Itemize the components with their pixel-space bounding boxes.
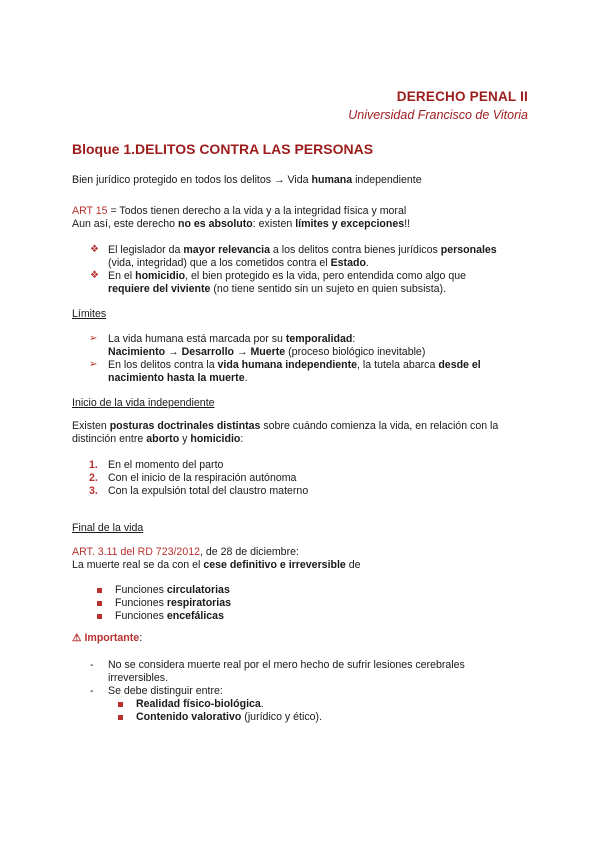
limites-item-2-line-2: [108, 372, 248, 385]
square-bullet-icon: [97, 614, 102, 619]
l1-a: La vida humana está marcada por su: [108, 333, 286, 345]
square-bullet-icon: [118, 715, 123, 720]
importante-item-2: Se debe distinguir entre:: [108, 685, 223, 697]
d2-a: En el: [108, 270, 136, 282]
i-p1b: posturas doctrinales distintas: [109, 420, 261, 432]
inicio-item: Con el inicio de la respiración autónoma: [108, 472, 297, 484]
s2-c: (jurídico y ético).: [241, 711, 323, 723]
list-number: 2.: [89, 472, 98, 484]
warning-icon: ⚠: [72, 632, 82, 644]
d1-b: mayor relevancia: [183, 244, 270, 256]
inicio-paragraph: [72, 420, 498, 433]
inicio-paragraph-2: [72, 433, 243, 446]
inicio-item: Con la expulsión total del claustro materno: [108, 485, 309, 497]
limites-item-2: [108, 359, 481, 372]
university-name: Universidad Francisco de Vitoria: [348, 108, 528, 122]
final-line-2: [72, 559, 361, 572]
importante-heading: [72, 632, 142, 644]
importante-colon: :: [139, 632, 143, 644]
l2-l2b: .: [244, 372, 248, 384]
importante-item-1: No se considera muerte real por el mero hecho de sufrir lesiones cerebrales: [108, 659, 465, 671]
art15-l2c: : existen: [252, 218, 296, 230]
l1-c: :: [352, 333, 356, 345]
s2-b: Contenido valorativo: [136, 711, 242, 723]
section-title: Bloque 1.DELITOS CONTRA LAS PERSONAS: [72, 141, 374, 157]
l2-d: desde el: [438, 359, 481, 371]
art15-text: = Todos tienen derecho a la vida y a la integridad física y moral: [107, 205, 407, 217]
dash-bullet: -: [90, 685, 94, 697]
l2-l2a: nacimiento hasta la muerte: [108, 372, 245, 384]
i-p1a: Existen: [72, 420, 110, 432]
f-l2c: de: [345, 559, 361, 571]
i-p2a: distinción entre: [72, 433, 147, 445]
l1-b: temporalidad: [285, 333, 353, 345]
limites-item-1: [108, 333, 355, 346]
l1-l2b: (proceso biológico inevitable): [285, 346, 426, 358]
final-item: [115, 597, 231, 610]
d2-l2a: requiere del viviente: [108, 283, 211, 295]
d2-l2b: (no tiene sentido sin un sujeto en quien subsista).: [210, 283, 447, 295]
s1-b: Realidad físico-biológica: [136, 698, 261, 710]
art15-l2e: !!: [404, 218, 411, 230]
d1-a: El legislador da: [108, 244, 184, 256]
importante-item-1-line-2: irreversibles.: [108, 672, 169, 684]
d1-l2b: Estado: [330, 257, 366, 269]
list-number: 1.: [89, 459, 98, 471]
f2-a: Funciones: [115, 597, 167, 609]
diamond-bullet-icon: ❖: [90, 270, 99, 281]
square-bullet-icon: [97, 588, 102, 593]
f1-b: circulatorias: [166, 584, 230, 596]
d1-c: a los delitos contra bienes jurídicos: [269, 244, 441, 256]
final-heading: Final de la vida: [72, 522, 144, 534]
inicio-item: En el momento del parto: [108, 459, 224, 471]
i-p2b: aborto: [146, 433, 180, 445]
final-ref: ART. 3.11 del RD 723/2012: [72, 546, 200, 558]
diamond-item-1: [108, 244, 497, 257]
l2-c: , la tutela abarca: [357, 359, 439, 371]
final-ref-line: [72, 546, 299, 559]
d1-d: personales: [440, 244, 497, 256]
f3-b: encefálicas: [166, 610, 224, 622]
f1-a: Funciones: [115, 584, 167, 596]
diamond-item-1-line-2: [108, 257, 369, 270]
f-l2a: La muerte real se da con el: [72, 559, 204, 571]
d2-b: homicidio: [135, 270, 186, 282]
final-item: [115, 584, 230, 597]
final-item: [115, 610, 224, 623]
i-p1c: sobre cuándo comienza la vida, en relación con la: [260, 420, 499, 432]
course-title: DERECHO PENAL II: [396, 89, 528, 104]
inicio-heading: Inicio de la vida independiente: [72, 397, 215, 409]
diamond-item-2: [108, 270, 466, 283]
f-l2b: cese definitivo e irreversible: [203, 559, 346, 571]
diamond-bullet-icon: ❖: [90, 244, 99, 255]
f2-b: respiratorias: [166, 597, 232, 609]
s1-c: .: [260, 698, 264, 710]
d1-l2a: (vida, integridad) que a los cometidos contra el: [108, 257, 331, 269]
intro-text-end: independiente: [352, 174, 422, 186]
l2-a: En los delitos contra la: [108, 359, 218, 371]
f3-a: Funciones: [115, 610, 167, 622]
arrow-bullet-icon: ➢: [89, 359, 98, 370]
limites-item-1-line-2: [108, 346, 425, 359]
l2-b: vida humana independiente: [217, 359, 358, 371]
art15-l2d: límites y excepciones: [295, 218, 405, 230]
importante-sub-item: [136, 698, 264, 711]
importante-sub-item: [136, 711, 322, 724]
limites-heading: Límites: [72, 308, 107, 320]
importante-label: Importante: [84, 632, 140, 644]
art15-l2b: no es absoluto: [178, 218, 253, 230]
art15-ref: ART 15: [72, 205, 108, 217]
square-bullet-icon: [118, 702, 123, 707]
art15-line-2: [72, 218, 410, 231]
diamond-item-2-line-2: [108, 283, 446, 296]
arrow-bullet-icon: ➢: [89, 333, 98, 344]
i-p2c: y: [179, 433, 191, 445]
intro-bold: humana: [311, 174, 353, 186]
d2-c: , el bien protegido es la vida, pero entendida como algo que: [185, 270, 467, 282]
final-refrest: , de 28 de diciembre:: [200, 546, 299, 558]
square-bullet-icon: [97, 601, 102, 606]
l1-l2a: Nacimiento → Desarrollo → Muerte: [108, 346, 286, 358]
art15-line: [72, 205, 406, 218]
dash-bullet: -: [90, 659, 94, 671]
d1-l2c: .: [365, 257, 369, 269]
intro-text: Bien jurídico protegido en todos los delitos → Vida: [72, 174, 312, 186]
i-p2e: :: [240, 433, 244, 445]
i-p2d: homicidio: [190, 433, 241, 445]
intro-line: [72, 174, 422, 187]
art15-l2a: Aun así, este derecho: [72, 218, 179, 230]
list-number: 3.: [89, 485, 98, 497]
